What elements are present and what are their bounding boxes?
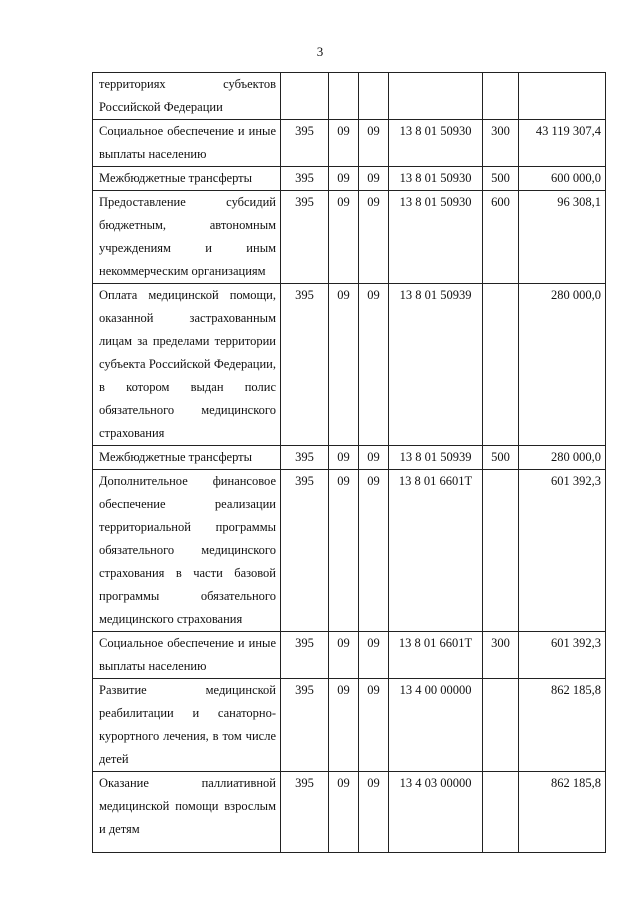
expense-type-code <box>483 772 519 853</box>
table-row <box>93 679 606 772</box>
ministry-code: 395 <box>281 632 329 679</box>
amount: 280 000,0 <box>519 446 606 470</box>
section-code: 09 <box>329 772 359 853</box>
target-article-code: 13 8 01 50939 <box>389 284 483 446</box>
ministry-code <box>281 73 329 120</box>
table-row <box>93 73 606 120</box>
subsection-code: 09 <box>359 191 389 284</box>
amount: 280 000,0 <box>519 284 606 446</box>
target-article-code: 13 8 01 6601Т <box>389 470 483 632</box>
amount: 862 185,8 <box>519 679 606 772</box>
expense-type-code: 600 <box>483 191 519 284</box>
table-row <box>93 446 606 470</box>
section-code <box>329 73 359 120</box>
expense-type-code <box>483 470 519 632</box>
target-article-code: 13 8 01 50930 <box>389 191 483 284</box>
section-code: 09 <box>329 284 359 446</box>
subsection-code <box>359 73 389 120</box>
amount: 601 392,3 <box>519 470 606 632</box>
amount: 862 185,8 <box>519 772 606 853</box>
section-code: 09 <box>329 191 359 284</box>
amount: 600 000,0 <box>519 167 606 191</box>
ministry-code: 395 <box>281 120 329 167</box>
subsection-code: 09 <box>359 632 389 679</box>
ministry-code: 395 <box>281 167 329 191</box>
expense-type-code <box>483 679 519 772</box>
row-name: Социальное обеспечение и иные выплаты населению <box>93 120 281 167</box>
target-article-code: 13 8 01 50930 <box>389 120 483 167</box>
expense-type-code <box>483 284 519 446</box>
section-code: 09 <box>329 632 359 679</box>
page-number: 3 <box>316 44 324 59</box>
subsection-code: 09 <box>359 167 389 191</box>
section-code: 09 <box>329 470 359 632</box>
expense-type-code <box>483 73 519 120</box>
ministry-code: 395 <box>281 284 329 446</box>
amount: 96 308,1 <box>519 191 606 284</box>
table-row <box>93 772 606 853</box>
amount: 601 392,3 <box>519 632 606 679</box>
expense-type-code: 500 <box>483 167 519 191</box>
row-name: Развитие медицинской реабилитации и санаторно-курортного лечения, в том числе детей <box>93 679 281 772</box>
expense-type-code: 500 <box>483 446 519 470</box>
target-article-code: 13 8 01 6601Т <box>389 632 483 679</box>
subsection-code: 09 <box>359 120 389 167</box>
row-name: Межбюджетные трансферты <box>93 167 281 191</box>
row-name: Социальное обеспечение и иные выплаты населению <box>93 632 281 679</box>
subsection-code: 09 <box>359 772 389 853</box>
target-article-code: 13 4 03 00000 <box>389 772 483 853</box>
row-name: Межбюджетные трансферты <box>93 446 281 470</box>
table-row <box>93 470 606 632</box>
ministry-code: 395 <box>281 191 329 284</box>
row-name: Оплата медицинской помощи, оказанной застрахованным лицам за пределами территории субъекта Российской Федерации, в котором выдан полис обязательного медицинского страхования <box>93 284 281 446</box>
row-name: территориях субъектов Российской Федерации <box>93 73 281 120</box>
section-code: 09 <box>329 679 359 772</box>
amount: 43 119 307,4 <box>519 120 606 167</box>
table-row <box>93 284 606 446</box>
table-row <box>93 167 606 191</box>
expense-type-code: 300 <box>483 120 519 167</box>
row-name: Оказание паллиативной медицинской помощи взрослым и детям <box>93 772 281 853</box>
target-article-code <box>389 73 483 120</box>
subsection-code: 09 <box>359 470 389 632</box>
table-row <box>93 191 606 284</box>
target-article-code: 13 8 01 50939 <box>389 446 483 470</box>
section-code: 09 <box>329 446 359 470</box>
table-row <box>93 632 606 679</box>
expense-type-code: 300 <box>483 632 519 679</box>
ministry-code: 395 <box>281 446 329 470</box>
ministry-code: 395 <box>281 679 329 772</box>
row-name: Предоставление субсидий бюджетным, автономным учреждениям и иным некоммерческим организациям <box>93 191 281 284</box>
target-article-code: 13 8 01 50930 <box>389 167 483 191</box>
subsection-code: 09 <box>359 446 389 470</box>
ministry-code: 395 <box>281 470 329 632</box>
budget-table <box>92 72 606 853</box>
section-code: 09 <box>329 167 359 191</box>
row-name: Дополнительное финансовое обеспечение реализации территориальной программы обязательного медицинского страхования в части базовой программы обязательного медицинского страхования <box>93 470 281 632</box>
target-article-code: 13 4 00 00000 <box>389 679 483 772</box>
amount <box>519 73 606 120</box>
subsection-code: 09 <box>359 679 389 772</box>
ministry-code: 395 <box>281 772 329 853</box>
section-code: 09 <box>329 120 359 167</box>
table-row <box>93 120 606 167</box>
subsection-code: 09 <box>359 284 389 446</box>
